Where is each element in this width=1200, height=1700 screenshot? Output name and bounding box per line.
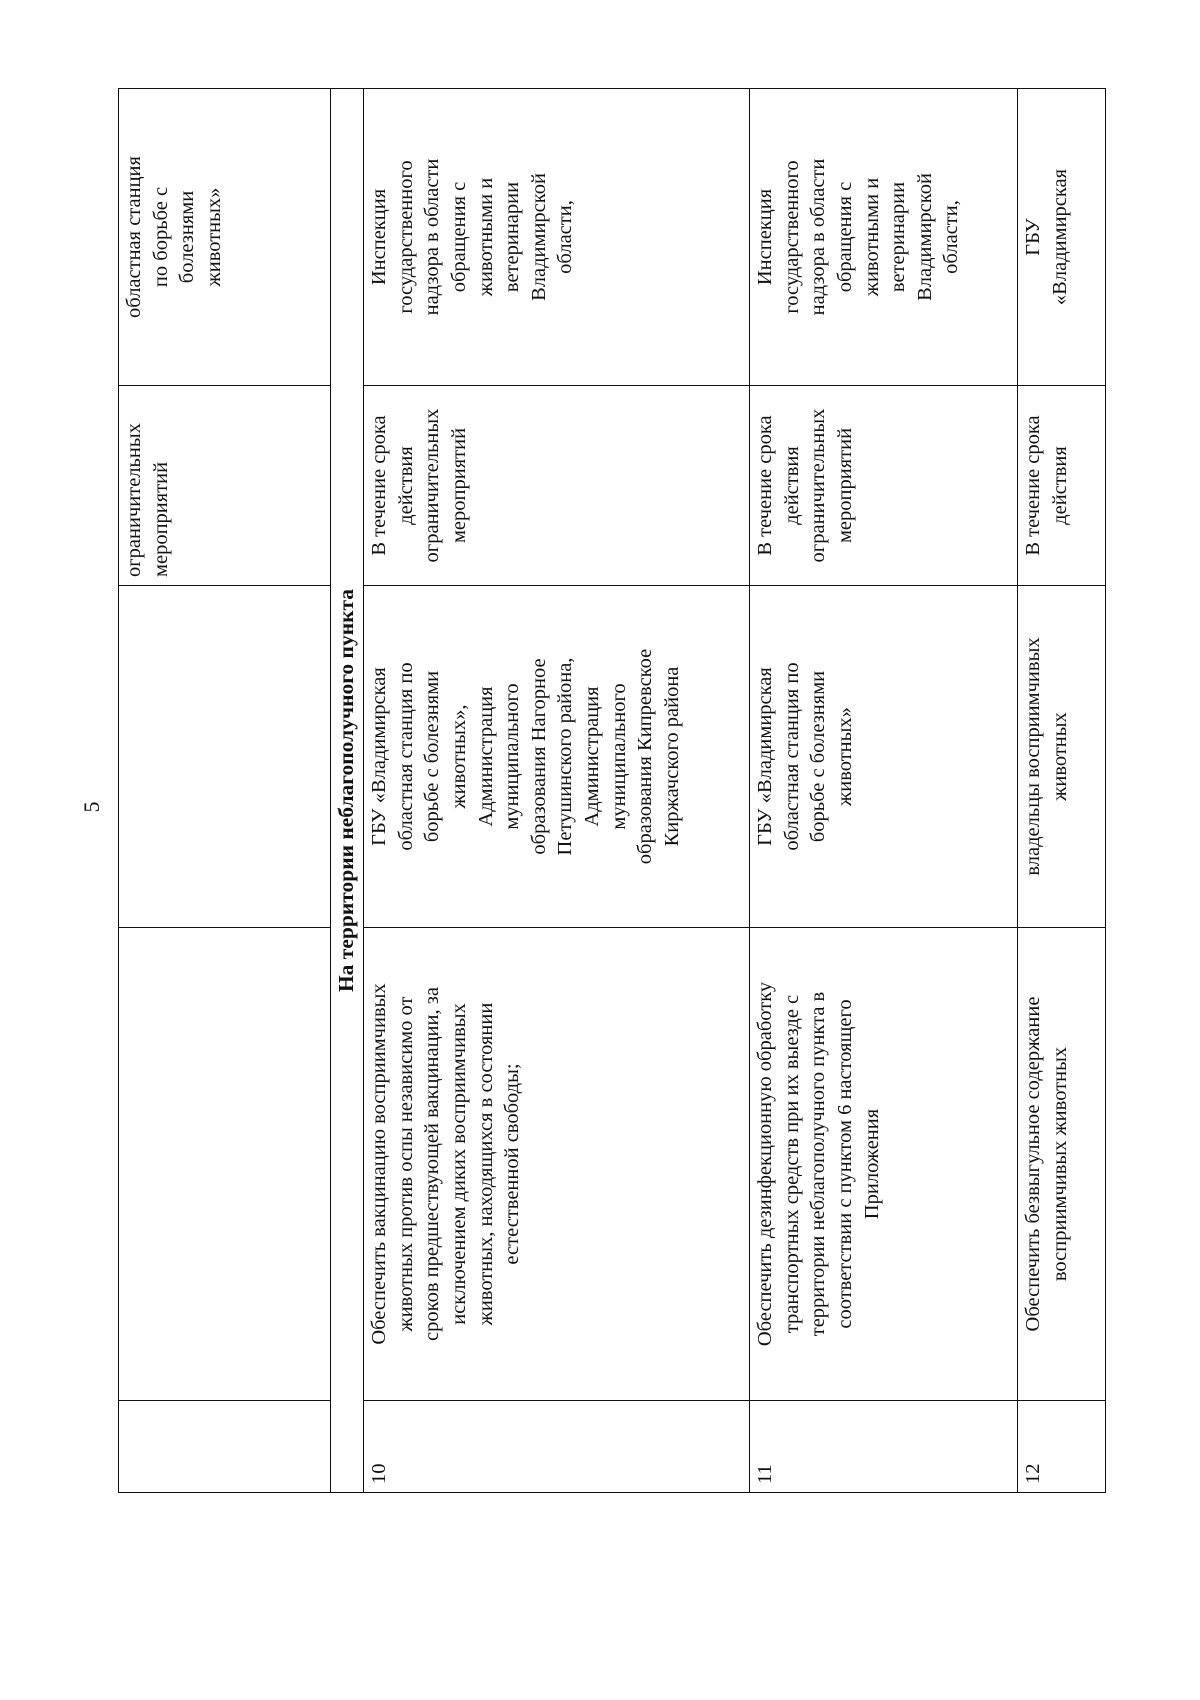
table-row [749,89,1017,1493]
table-row [1017,89,1105,1493]
cell-control: ГБУ «Владимирская [1017,89,1105,386]
cell-term: В течение срока действия [1017,386,1105,586]
cell-control: областная станция по борьбе с болезнями животных» [119,89,331,386]
rotated-table-container [118,89,1104,1493]
table-row [363,89,749,1493]
table-row-continuation [119,89,331,1493]
cell-term: В течение срока действия ограничительных мероприятий [749,386,1017,586]
cell-number: 11 [749,1401,1017,1493]
cell-number [119,1401,331,1493]
section-row [331,89,364,1493]
cell-activity: Обеспечить дезинфекционную обработку транспортных средств при их выезде с территории неблагополучного пункта в соответствии с пунктом 6 настоящего Приложения [749,928,1017,1401]
page-number: 5 [79,801,104,813]
cell-term: В течение срока действия ограничительных мероприятий [363,386,749,586]
measures-table [118,88,1106,1493]
cell-number: 10 [363,1401,749,1493]
cell-activity [119,928,331,1401]
cell-control: Инспекция государственного надзора в области обращения с животными и ветеринарии Владимирской области, [749,89,1017,386]
cell-responsible: владельцы восприимчивых животных [1017,586,1105,928]
cell-responsible: ГБУ «Владимирская областная станция по борьбе с болезнями животных», Администрация муниципального образования Нагорное Петушинского района, Администрация муниципального образования Кипревское Киржачского района [363,586,749,928]
cell-responsible: ГБУ «Владимирская областная станция по борьбе с болезнями животных» [749,586,1017,928]
cell-activity: Обеспечить вакцинацию восприимчивых животных против оспы независимо от сроков предшествующей вакцинации, за исключением диких восприимчивых животных, находящихся в состоянии естественной свободы; [363,928,749,1401]
cell-control: Инспекция государственного надзора в области обращения с животными и ветеринарии Владимирской области, [363,89,749,386]
cell-activity: Обеспечить безвыгульное содержание восприимчивых животных [1017,928,1105,1401]
cell-term: ограничительных мероприятий [119,386,331,586]
cell-number: 12 [1017,1401,1105,1493]
cell-responsible [119,586,331,928]
section-title: На территории неблагополучного пункта [331,89,364,1493]
